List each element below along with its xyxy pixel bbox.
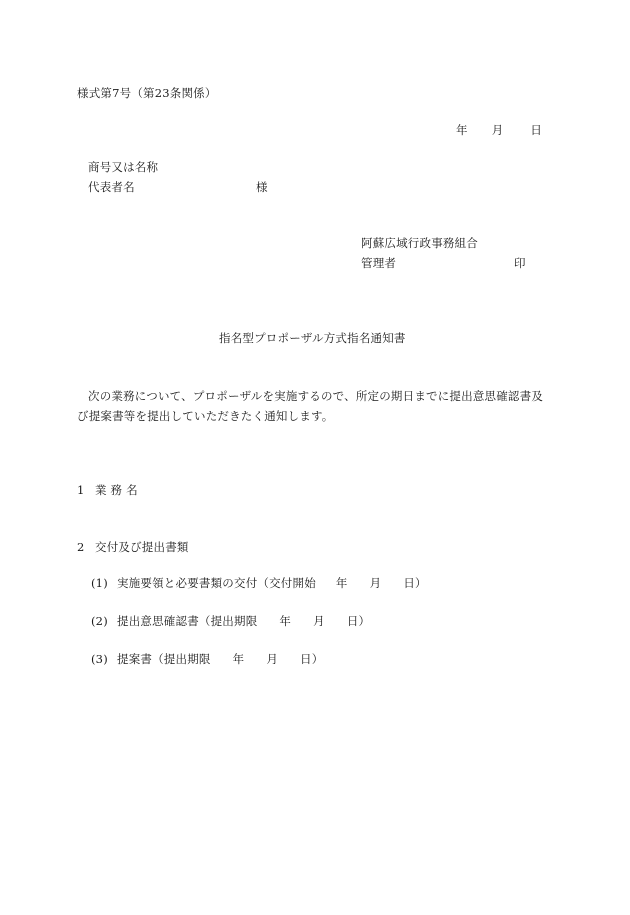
date-year-label: 年 (456, 123, 468, 137)
item-month: 月 (369, 576, 382, 590)
item-day: 日） (346, 614, 371, 628)
section-1-number: 1 (77, 483, 85, 497)
section-1 (77, 483, 138, 497)
date-day-label: 日 (530, 123, 543, 137)
date-month-label: 月 (491, 123, 504, 137)
item-text: 提出意思確認書（提出期限 (117, 614, 258, 628)
section-1-heading: 業 務 名 (95, 483, 138, 497)
manager-label: 管理者 (361, 256, 397, 270)
item-day: 日） (300, 652, 324, 666)
item-year: 年 (335, 576, 348, 590)
list-item (91, 652, 323, 666)
issue-date (456, 123, 542, 137)
item-number: (1) (91, 576, 108, 590)
item-year: 年 (232, 652, 245, 666)
addressee-company-label: 商号又は名称 (88, 160, 159, 174)
item-day: 日） (403, 576, 427, 590)
sender-manager (361, 256, 526, 270)
item-number: (3) (91, 652, 108, 666)
addressee-representative (88, 180, 268, 194)
representative-label: 代表者名 (88, 180, 135, 194)
section-2-number: 2 (77, 540, 85, 554)
sender-organization: 阿蘇広域行政事務組合 (361, 236, 478, 250)
honorific-label: 様 (256, 180, 268, 194)
item-number: (2) (91, 614, 108, 628)
seal-mark: 印 (514, 256, 526, 270)
item-text: 実施要領と必要書類の交付（交付開始 (117, 576, 316, 590)
document-title: 指名型プロポーザル方式指名通知書 (219, 331, 406, 345)
item-year: 年 (279, 614, 292, 628)
section-2 (77, 540, 189, 554)
list-item (91, 576, 427, 590)
form-number-label: 様式第7号（第23条関係） (77, 86, 217, 100)
item-month: 月 (266, 652, 279, 666)
list-item (91, 614, 370, 628)
item-month: 月 (313, 614, 325, 628)
item-text: 提案書（提出期限 (117, 652, 211, 666)
section-2-heading: 交付及び提出書類 (95, 540, 189, 554)
notice-body: 次の業務について、プロポーザルを実施するので、所定の期日までに提出意思確認書及び提案書等を提出していただきたく通知します。 (77, 389, 544, 423)
